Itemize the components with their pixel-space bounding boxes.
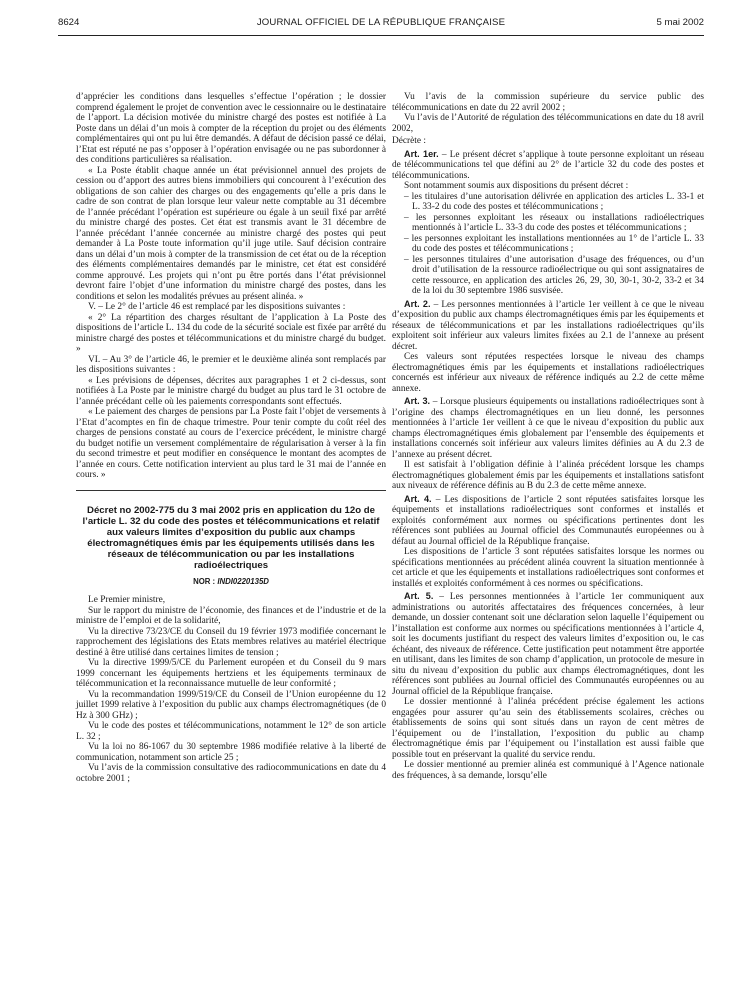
paragraph: V. – Le 2° de l’article 46 est remplacé par les dispositions suivantes :: [88, 302, 346, 312]
paragraph: d’apprécier les conditions dans lesquelles s’effectue l’opération ; le dossier comprend également le projet de convention avec le cessionnaire ou le destinataire de l’apport. La décision motivée du ministre chargé des postes est notifiée à La Poste dans un délai d’un mois à compter de la réception du projet ou des éléments complémentaires qui ont pu lui être demandés. A défaut de décision passé ce délai, l’Etat est réputé ne pas s’opposer à l’opération envisagée ou ne pas subordonner à des conditions particulières sa réalisation.: [76, 92, 386, 165]
article-4: Art. 4. – Les dispositions de l’article 2 sont réputées satisfaites lorsque les équipements et installations radioélectriques sont conformes et installés et exploités conformément aux normes ou spécifications pertinentes dont les références sont publiées au Journal officiel des Communautés européennes ou à défaut au Journal officiel de la République française.: [392, 493, 704, 547]
section-separator: [76, 490, 386, 491]
journal-title: JOURNAL OFFICIEL DE LA RÉPUBLIQUE FRANÇAISE: [256, 17, 506, 28]
nor-reference: [76, 577, 386, 588]
paragraph: Sont notamment soumis aux dispositions du présent décret :: [404, 181, 629, 191]
paragraph: « La Poste établit chaque année un état prévisionnel annuel des projets de cession ou d’apport des autres biens immobiliers qui concourent à l’exécution des obligations de son cahier des charges ou des engagements qu’elle a pris dans le cadre de son contrat de plan lorsque leur valeur nette comptable au 31 décembre de l’année précédant l’opération est supérieure ou égale à un seuil fixé par arrêté du ministre chargé des postes. Cet état est transmis avant le 31 décembre de l’année précédant l’année concernée au ministre chargé des postes qui peut demander à La Poste toute information qu’il juge utile. Sauf décision contraire dans un délai d’un mois à compter de la transmission de cet état ou de la réception des éléments complémentaires demandés par le ministre, cet état est considéré comme approuvé. Les projets qui n’ont pu être portés dans l’état prévisionnel devront faire l’objet d’une information du ministre chargé des postes, dans les conditions et selon les modalités prévues au présent alinéa. »: [76, 165, 386, 302]
paragraph: Vu l’avis de l’Autorité de régulation des télécommunications en date du 18 avril 2002,: [392, 113, 704, 134]
left-column: [76, 92, 386, 784]
paragraph: Le Premier ministre,: [88, 595, 166, 605]
paragraph: Vu l’avis de la commission supérieure du service public des télécommunications en date du 22 avril 2002 ;: [392, 92, 704, 113]
paragraph: « Le paiement des charges de pensions par La Poste fait l’objet de versements à l’Etat d’acomptes en fin de chaque trimestre. Pour tenir compte du coût réel des charges de pensions constaté au cours de l’exercice précédent, le ministre chargé du budget notifie un versement complémentaire de régularisation à verser à la fin du second trimestre et peut modifier en conséquence le montant des acomptes de l’année en cours. Cette notification intervient au plus tard le 31 mai de l’année en cours. »: [76, 407, 386, 480]
article-label: Art. 3.: [404, 396, 431, 406]
paragraph: Vu la recommandation 1999/519/CE du Conseil de l’Union européenne du 12 juillet 1999 relative à l’exposition du public aux champs électromagnétiques (de 0 Hz à 300 GHz) ;: [76, 689, 386, 721]
paragraph: Il est satisfait à l’obligation définie à l’alinéa précédent lorsque les champs électromagnétiques globalement émis par les équipements et installations satisfont aux niveaux de référence définis au B du 2.3 de cette même annexe.: [392, 460, 704, 491]
paragraph: Le dossier mentionné au premier alinéa est communiqué à l’Agence nationale des fréquences, à sa demande, lorsqu’elle: [392, 760, 704, 781]
paragraph: « Les prévisions de dépenses, décrites aux paragraphes 1 et 2 ci-dessus, sont notifiées à La Poste par le ministre chargé du budget au plus tard le 31 octobre de l’année précédant celle où les paiements correspondants sont effectués.: [76, 375, 386, 407]
paragraph: Sur le rapport du ministre de l’économie, des finances et de l’industrie et de la ministre de l’emploi et de la solidarité,: [76, 605, 386, 626]
paragraph: VI. – Au 3° de l’article 46, le premier et le deuxième alinéa sont remplacés par les dispositions suivantes :: [76, 354, 386, 375]
page-number: 8624: [58, 17, 80, 28]
paragraph: Vu le code des postes et télécommunications, notamment le 12° de son article L. 32 ;: [76, 721, 386, 742]
article-2: Art. 2. – Les personnes mentionnées à l’article 1er veillent à ce que le niveau d’exposition du public aux champs électromagnétiques émis par les équipements et réseaux de télécommunications et par les installations radioélectriques qu’ils exploitent soit inférieur aux valeurs limites fixées au 2.1 de l’annexe au présent décret.: [392, 298, 704, 352]
article-label: Art. 4.: [404, 493, 432, 504]
article-1-list: [392, 192, 704, 297]
header-rule: [58, 35, 704, 36]
article-3: Art. 3. – Lorsque plusieurs équipements ou installations radioélectriques sont à l’origine des champs électromagnétiques en un lieu donné, les personnes mentionnées à l’article 1er veillent à ce que le niveau d’exposition du public aux champs électromagnétiques émis globalement par l’ensemble des équipements et installations concernés soit inférieur aux valeurs limites définies au A du 2.3 de l’annexe au présent décret.: [392, 396, 704, 460]
nor-label: NOR :: [193, 576, 218, 586]
paragraph: Vu la directive 1999/5/CE du Parlement européen et du Conseil du 9 mars 1999 concernant les équipements hertziens et les équipements terminaux de télécommunication et la reconnaissance mutuelle de leur conformité ;: [76, 658, 386, 689]
article-label: Art. 5.: [404, 591, 434, 601]
list-item: – les personnes exploitant les installations mentionnées au 1° de l’article L. 33 du code des postes et télécommunications ;: [404, 234, 704, 255]
article-label: Art. 2.: [404, 298, 431, 309]
paragraph: Vu la directive 73/23/CE du Conseil du 19 février 1973 modifiée concernant le rapprochement des législations des Etats membres relatives au matériel électrique destiné à être utilisé dans certaines limites de tension ;: [76, 626, 386, 658]
list-item: – les personnes exploitant les réseaux ou installations radioélectriques mentionnés à l’article L. 33-3 du code des postes et télécommunications ;: [404, 213, 704, 234]
list-item: – les personnes titulaires d’une autorisation d’usage des fréquences, ou d’un droit d’utilisation de la ressource radioélectrique ou qui sont assignataires de cette ressource, en application des articles 26, 29, 30, 30-1, 30-2, 33-2 et 34 de la loi du 30 septembre 1986 susvisée.: [404, 255, 704, 297]
list-item: – les titulaires d’une autorisation délivrée en application des articles L. 33-1 et L. 33-2 du code des postes et télécommunications ;: [404, 192, 704, 213]
paragraph: Vu la loi no 86-1067 du 30 septembre 1986 modifiée relative à la liberté de communication, notamment son article 25 ;: [76, 742, 386, 763]
nor-code: INDI0220135D: [217, 576, 269, 586]
paragraph: Les dispositions de l’article 3 sont réputées satisfaites lorsque les normes ou spécifications mentionnées au précédent alinéa couvrent la situation mentionnée à cet article et que les équipements et installations radioélectriques sont conformes et installés et exploités conformément à ces normes ou spécifications.: [392, 547, 704, 589]
paragraph: Vu l’avis de la commission consultative des radiocommunications en date du 4 octobre 2001 ;: [76, 763, 386, 784]
page-header: [58, 17, 704, 33]
decree-title: Décret no 2002-775 du 3 mai 2002 pris en application du 12o de l’article L. 32 du code des postes et télécommunications et relatif aux valeurs limites d’exposition du public aux champs électromagnétiques émis par les équipements utilisés dans les réseaux de télécommunication ou par les installations radioélectriques: [82, 504, 380, 571]
decrees-heading: Décrète :: [392, 136, 426, 146]
article-5: Art. 5. – Les personnes mentionnées à l’article 1er communiquent aux administrations ou autorités affectataires des fréquences concernées, à leur demande, un dossier contenant soit une déclaration selon laquelle l’équipement ou l’installation est conforme aux normes ou spécifications mentionnées à l’article 4, soit les documents justifiant du respect des valeurs limites d’exposition ou, le cas échéant, des niveaux de référence. Cette justification peut notamment être apportée en utilisant, dans les limites de son champ d’application, un protocole de mesure in situ du niveau d’exposition du public aux champs électromagnétiques, dont les références sont publiées au Journal officiel des Communautés européennes ou au Journal officiel de la République française.: [392, 591, 704, 697]
right-column: [392, 92, 704, 781]
article-1: Art. 1er. – Le présent décret s’applique à toute personne exploitant un réseau de télécommunications tel que défini au 2° de l’article 32 du code des postes et télécommunications.: [392, 148, 704, 181]
issue-date: 5 mai 2002: [656, 17, 704, 28]
article-label: Art. 1er.: [404, 148, 439, 159]
paragraph: Le dossier mentionné à l’alinéa précédent précise également les actions engagées pour assurer qu’au sein des établissements scolaires, crèches ou établissements de soins qui sont situés dans un rayon de cent mètres de l’équipement ou de l’installation, l’exposition du public au champ électromagnétique émis par l’équipement ou l’installation est aussi faible que possible tout en préservant la qualité du service rendu.: [392, 697, 704, 760]
paragraph: Ces valeurs sont réputées respectées lorsque le niveau des champs électromagnétiques émis par les équipements et installations radioélectriques concernés est inférieur aux niveaux de référence indiqués au 2.2 de cette même annexe.: [392, 352, 704, 394]
paragraph: « 2° La répartition des charges résultant de l’application à La Poste des dispositions de l’article L. 134 du code de la sécurité sociale est fixée par arrêté du ministre chargé des postes et télécommunications et du ministre chargé du budget. »: [76, 312, 386, 354]
